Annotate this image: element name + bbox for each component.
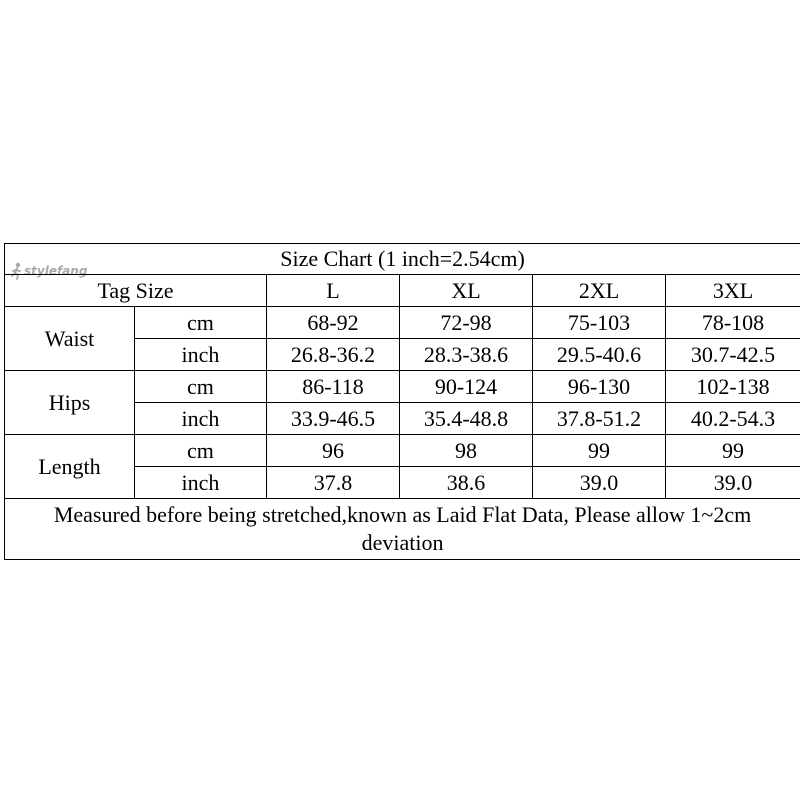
table-cell: 68-92 bbox=[267, 307, 400, 339]
size-header-3xl: 3XL bbox=[666, 275, 800, 307]
table-cell: 98 bbox=[400, 435, 533, 467]
table-cell: 78-108 bbox=[666, 307, 800, 339]
unit-label: inch bbox=[135, 403, 267, 435]
unit-label: cm bbox=[135, 307, 267, 339]
watermark-text: stylefang bbox=[24, 264, 88, 278]
table-cell: 39.0 bbox=[666, 467, 800, 499]
unit-label: inch bbox=[135, 467, 267, 499]
table-cell: 35.4-48.8 bbox=[400, 403, 533, 435]
group-label-waist: Waist bbox=[5, 307, 135, 371]
table-cell: 86-118 bbox=[267, 371, 400, 403]
table-cell: 26.8-36.2 bbox=[267, 339, 400, 371]
table-cell: 30.7-42.5 bbox=[666, 339, 800, 371]
size-chart-table bbox=[4, 243, 800, 560]
table-cell: 72-98 bbox=[400, 307, 533, 339]
table-cell: 75-103 bbox=[533, 307, 666, 339]
table-cell: 33.9-46.5 bbox=[267, 403, 400, 435]
table-row bbox=[5, 435, 800, 467]
size-header-2xl: 2XL bbox=[533, 275, 666, 307]
tag-size-header: Tag Size bbox=[5, 275, 267, 307]
table-cell: 40.2-54.3 bbox=[666, 403, 800, 435]
table-cell: 99 bbox=[666, 435, 800, 467]
size-header-l: L bbox=[267, 275, 400, 307]
group-label-length: Length bbox=[5, 435, 135, 499]
table-cell: 39.0 bbox=[533, 467, 666, 499]
table-cell: 38.6 bbox=[400, 467, 533, 499]
table-cell: 102-138 bbox=[666, 371, 800, 403]
table-cell: 96-130 bbox=[533, 371, 666, 403]
table-cell: 99 bbox=[533, 435, 666, 467]
table-cell: 37.8-51.2 bbox=[533, 403, 666, 435]
size-header-xl: XL bbox=[400, 275, 533, 307]
table-title: Size Chart (1 inch=2.54cm) bbox=[5, 244, 800, 275]
unit-label: inch bbox=[135, 339, 267, 371]
table-cell: 28.3-38.6 bbox=[400, 339, 533, 371]
table-cell: 96 bbox=[267, 435, 400, 467]
table-cell: 29.5-40.6 bbox=[533, 339, 666, 371]
table-row bbox=[5, 307, 800, 339]
table-cell: 37.8 bbox=[267, 467, 400, 499]
group-label-hips: Hips bbox=[5, 371, 135, 435]
unit-label: cm bbox=[135, 435, 267, 467]
measurement-note: Measured before being stretched,known as Laid Flat Data, Please allow 1~2cm deviation bbox=[5, 499, 800, 560]
unit-label: cm bbox=[135, 371, 267, 403]
table-cell: 90-124 bbox=[400, 371, 533, 403]
header-row bbox=[5, 275, 800, 307]
table-row bbox=[5, 371, 800, 403]
